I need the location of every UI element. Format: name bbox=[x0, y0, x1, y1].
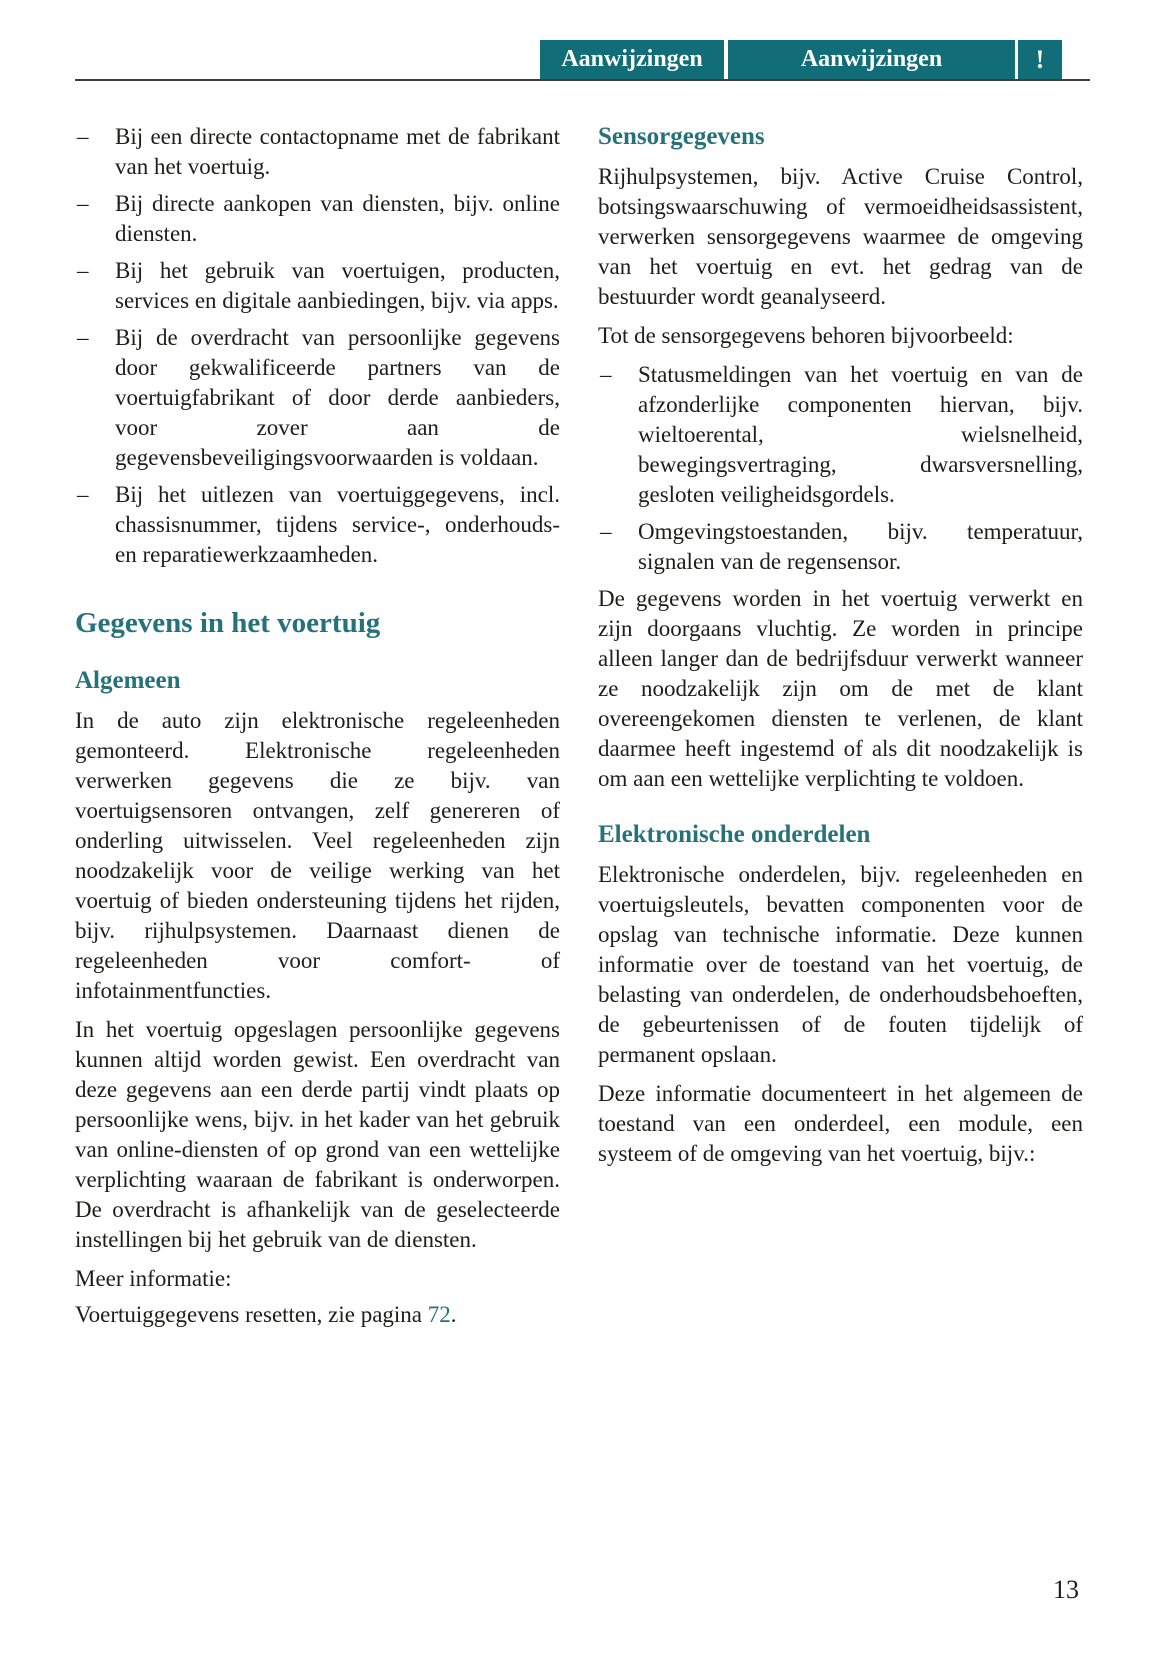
list-item bbox=[598, 360, 1083, 510]
paragraph: Rijhulpsystemen, bijv. Active Cruise Control, botsingswaarschuwing of vermoeidheidsassistent, verwerken sensorgegevens waarmee de omgeving van het voertuig en evt. het gedrag van de bestuurder wordt geanalyseerd. bbox=[598, 164, 1083, 309]
list-item bbox=[75, 256, 560, 316]
list-item bbox=[75, 480, 560, 570]
context-bullet-list bbox=[75, 122, 560, 570]
header-divider bbox=[75, 79, 1090, 81]
list-item-text: Bij directe aankopen van diensten, bijv. online diensten. bbox=[115, 191, 560, 246]
dash-bullet-icon: – bbox=[77, 124, 89, 149]
list-item bbox=[75, 189, 560, 249]
dash-bullet-icon: – bbox=[77, 482, 89, 507]
paragraph: Deze informatie documenteert in het algemeen de toestand van een onderdeel, een module, een systeem of de omgeving van het voertuig, bijv.: bbox=[598, 1081, 1083, 1166]
dash-bullet-icon: – bbox=[77, 191, 89, 216]
dash-bullet-icon: – bbox=[77, 325, 89, 350]
header-tab-center bbox=[540, 40, 724, 79]
page-content bbox=[75, 122, 1083, 1339]
paragraph: De gegevens worden in het voertuig verwerkt en zijn doorgaans vluchtig. Ze worden in principe alleen langer dan de bedrijfsduur verwerkt wanneer ze noodzakelijk zijn om de met de klant overeengekomen diensten te verlenen, de klant daarmee heeft ingestemd of als dit noodzakelijk is om aan een wettelijke verplichting te voldoen. bbox=[598, 586, 1083, 791]
paragraph: In de auto zijn elektronische regeleenheden gemonteerd. Elektronische regeleenheden verwerken gegevens die ze bijv. van voertuigsensoren ontvangen, zelf genereren of onderling uitwisselen. Veel regeleenheden zijn noodzakelijk voor de veilige werking van het voertuig of bieden ondersteuning tijdens het rijden, bijv. rijhulpsystemen. Daarnaast dienen de regeleenheden voor comfort- of infotainmentfuncties. bbox=[75, 708, 560, 1003]
paragraph: Elektronische onderdelen, bijv. regeleenheden en voertuigsleutels, bevatten componenten voor de opslag van technische informatie. Deze kunnen informatie over de toestand van het voertuig, de belasting van onderdelen, de onderhoudsbehoeften, de gebeurtenissen of de fouten tijdelijk of permanent opslaan. bbox=[598, 862, 1083, 1067]
list-item bbox=[75, 122, 560, 182]
paragraph: In het voertuig opgeslagen persoonlijke gegevens kunnen altijd worden gewist. Een overdracht van deze gegevens aan een derde partij vindt plaats op persoonlijke wens, bijv. in het kader van het gebruik van online-diensten of op grond van een wettelijke verplichting waaraan de fabrikant is onderworpen. De overdracht is afhankelijk van de geselecteerde instellingen bij het gebruik van de diensten. bbox=[75, 1017, 560, 1252]
exclamation-badge bbox=[1018, 40, 1062, 79]
reset-reference-period: . bbox=[450, 1302, 457, 1327]
list-item-text: Bij de overdracht van persoonlijke gegevens door gekwalificeerde partners van de voertuigfabrikant of door derde aanbieders, voor zover aan de gegevensbeveiligingsvoorwaarden is voldaan. bbox=[115, 325, 560, 470]
list-item bbox=[598, 517, 1083, 577]
header-tab-right-label: Aanwijzingen bbox=[800, 46, 943, 72]
list-item bbox=[75, 323, 560, 473]
list-item-text: Statusmeldingen van het voertuig en van de afzonderlijke componenten hiervan, bijv. wieltoerental, wielsnelheid, bewegingsvertraging, dwarsversnelling, gesloten veiligheidsgordels. bbox=[638, 362, 1083, 507]
page-header bbox=[75, 40, 1090, 79]
right-column bbox=[598, 122, 1083, 1339]
reset-reference-line bbox=[75, 1300, 560, 1330]
exclamation-icon: ! bbox=[1035, 44, 1045, 74]
sensor-bullet-list bbox=[598, 360, 1083, 577]
list-item-text: Bij het gebruik van voertuigen, producten, services en digitale aanbiedingen, bijv. via apps. bbox=[115, 258, 560, 313]
header-tab-right bbox=[728, 40, 1015, 79]
section-heading-gegevens: Gegevens in het voertuig bbox=[75, 607, 381, 639]
subsection-heading-sensorgegevens: Sensorgegevens bbox=[598, 123, 765, 150]
subsection-heading-elektronische-onderdelen: Elektronische onderdelen bbox=[598, 821, 871, 848]
dash-bullet-icon: – bbox=[600, 362, 612, 387]
list-item-text: Bij het uitlezen van voertuiggegevens, incl. chassisnummer, tijdens service-, onderhouds- en reparatiewerkzaamheden. bbox=[115, 482, 560, 567]
header-tab-center-label: Aanwijzingen bbox=[561, 46, 703, 72]
dash-bullet-icon: – bbox=[600, 519, 612, 544]
list-item-text: Bij een directe contactopname met de fabrikant van het voertuig. bbox=[115, 124, 560, 179]
left-column bbox=[75, 122, 560, 1339]
header-tab-right-group bbox=[728, 40, 1062, 79]
dash-bullet-icon: – bbox=[77, 258, 89, 283]
more-info-label: Meer informatie: bbox=[75, 1266, 232, 1291]
reset-reference-text: Voertuiggegevens resetten, zie pagina bbox=[75, 1302, 428, 1327]
subsection-heading-algemeen: Algemeen bbox=[75, 667, 181, 694]
list-item-text: Omgevingstoestanden, bijv. temperatuur, signalen van de regensensor. bbox=[638, 519, 1083, 574]
paragraph: Tot de sensorgegevens behoren bijvoorbeeld: bbox=[598, 323, 1014, 348]
page-72-link[interactable]: 72 bbox=[427, 1302, 451, 1327]
page-number: 13 bbox=[1053, 1575, 1079, 1604]
